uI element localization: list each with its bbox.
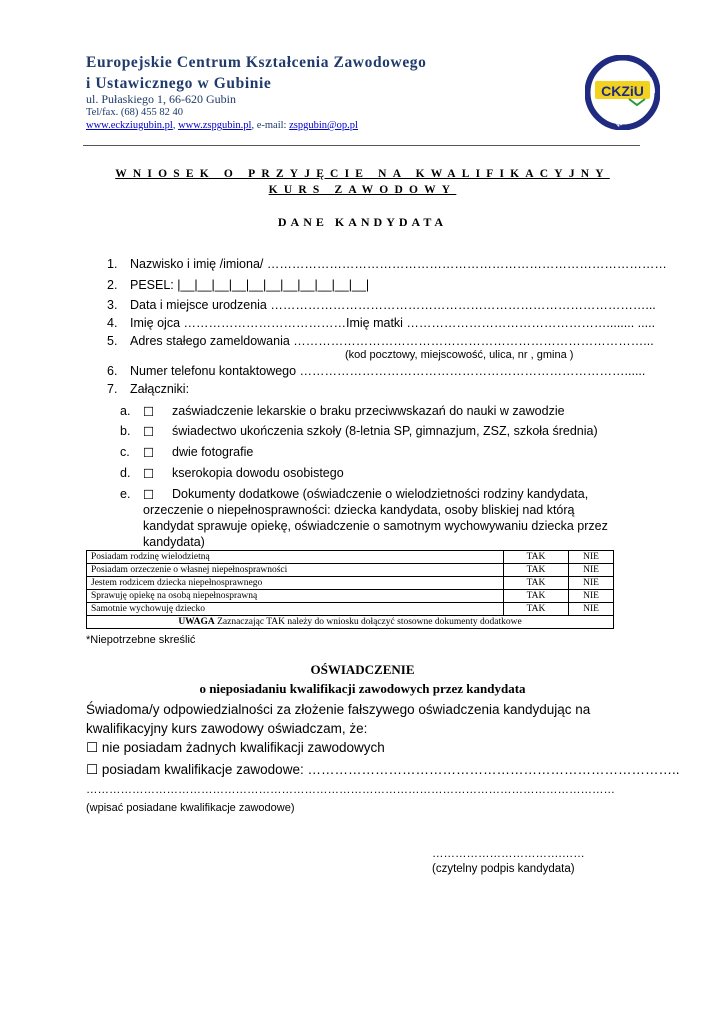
attachment-text: świadectwo ukończenia szkoły (8-letnia SP, gimnazjum, ZSZ, szkoła średnia) bbox=[172, 424, 598, 438]
field-num: 5. bbox=[107, 334, 118, 348]
table-note bbox=[87, 616, 614, 629]
checkbox-icon[interactable]: ☐ bbox=[143, 488, 155, 502]
no-option[interactable]: NIE bbox=[569, 577, 614, 590]
attachment-letter: e. bbox=[120, 487, 131, 501]
yes-option[interactable]: TAK bbox=[504, 551, 569, 564]
declaration-title: OŚWIADCZENIE bbox=[310, 662, 415, 677]
attachment-text: kserokopia dowodu osobistego bbox=[172, 466, 344, 480]
attachment-text-line2: orzeczenie o niepełnosprawności: dziecka kandydata, osoby bliskiej nad którą bbox=[143, 503, 575, 517]
yes-option[interactable]: TAK bbox=[504, 603, 569, 616]
table-row bbox=[87, 577, 614, 590]
email-link[interactable]: zspgubin@op.pl bbox=[289, 120, 358, 131]
yes-option[interactable]: TAK bbox=[504, 564, 569, 577]
header-divider bbox=[83, 145, 640, 146]
declaration-line2: kwalifikacyjny kurs zawodowy oświadczam, że: bbox=[86, 721, 368, 736]
phone-line: Tel/fax. (68) 455 82 40 bbox=[86, 107, 183, 118]
section-title bbox=[0, 215, 725, 230]
field-num: 7. bbox=[107, 382, 118, 396]
note-text: Zaznaczając TAK należy do wniosku dołączyć stosowne dokumenty dodatkowe bbox=[214, 617, 522, 627]
checkbox-icon[interactable]: ☐ bbox=[143, 446, 155, 460]
field-num: 2. bbox=[107, 278, 118, 292]
logo-graphic bbox=[585, 55, 660, 130]
school-logo bbox=[585, 55, 660, 130]
institution-name-line1: Europejskie Centrum Kształcenia Zawodowego bbox=[86, 54, 427, 71]
qualifications-dots-line[interactable]: ………………………………………………………………………………………………………………………… bbox=[86, 784, 615, 796]
table-note-row bbox=[87, 616, 614, 629]
field-pesel-label: PESEL: |__|__|__|__|__|__|__|__|__|__|__| bbox=[130, 278, 370, 292]
contact-block bbox=[86, 93, 358, 132]
option-no-qualifications[interactable]: ☐ nie posiadam żadnych kwalifikacji zawodowych bbox=[86, 740, 385, 755]
no-option[interactable]: NIE bbox=[569, 564, 614, 577]
form-title-text2: KURS ZAWODOWY bbox=[268, 184, 457, 196]
field-birth-label: Data i miejsce urodzenia ………………………………………………………………………………... bbox=[130, 298, 656, 312]
address-line: ul. Pułaskiego 1, 66-620 Gubin bbox=[86, 92, 236, 106]
attachment-letter: a. bbox=[120, 404, 131, 418]
additional-criteria-table bbox=[86, 550, 614, 629]
logo-subtext: W GUBINIE bbox=[615, 106, 650, 129]
table-row bbox=[87, 564, 614, 577]
field-num: 4. bbox=[107, 316, 118, 330]
website-link-2[interactable]: www.zspgubin.pl bbox=[178, 120, 252, 131]
web-email-line bbox=[86, 119, 358, 132]
attachment-text: Dokumenty dodatkowe (oświadczenie o wielodzietności rodziny kandydata, bbox=[172, 487, 589, 501]
no-option[interactable]: NIE bbox=[569, 551, 614, 564]
table-row bbox=[87, 590, 614, 603]
attachment-letter: d. bbox=[120, 466, 131, 480]
signature-label: (czytelny podpis kandydata) bbox=[432, 863, 575, 875]
attachment-letter: b. bbox=[120, 424, 131, 438]
website-link-1[interactable]: www.eckziugubin.pl bbox=[86, 120, 173, 131]
signature-dots[interactable]: …………………………….…… bbox=[432, 848, 585, 860]
footnote: *Niepotrzebne skreślić bbox=[86, 634, 196, 646]
criteria-label: Jestem rodzicem dziecka niepełnosprawnego bbox=[87, 577, 504, 590]
institution-name bbox=[86, 52, 427, 94]
form-title-text1: WNIOSEK O PRZYJĘCIE NA KWALIFIKACYJNY bbox=[115, 168, 610, 180]
attachment-text: zaświadczenie lekarskie o braku przeciwwskazań do nauki w zawodzie bbox=[172, 404, 565, 418]
institution-name-line2: i Ustawicznego w Gubinie bbox=[86, 75, 272, 92]
address-hint: (kod pocztowy, miejscowość, ulica, nr , gmina ) bbox=[345, 349, 574, 361]
table-row bbox=[87, 551, 614, 564]
yes-option[interactable]: TAK bbox=[504, 577, 569, 590]
form-title-line2 bbox=[0, 184, 725, 196]
option-has-qualifications[interactable]: ☐ posiadam kwalifikacje zawodowe: ……………………………………………………………………….. bbox=[86, 762, 680, 777]
checkbox-icon[interactable]: ☐ bbox=[143, 467, 155, 481]
section-title-text: DANE KANDYDATA bbox=[277, 215, 448, 229]
checkbox-icon[interactable]: ☐ bbox=[143, 425, 155, 439]
form-title-line1 bbox=[0, 168, 725, 180]
attachment-text-line3: kandydat sprawuje opiekę, oświadczenie o samotnym wychowywaniu dziecka przez bbox=[143, 519, 608, 533]
no-option[interactable]: NIE bbox=[569, 590, 614, 603]
criteria-label: Posiadam orzeczenie o własnej niepełnosprawności bbox=[87, 564, 504, 577]
checkbox-icon[interactable]: ☐ bbox=[143, 405, 155, 419]
table-row bbox=[87, 603, 614, 616]
field-parents-label: Imię ojca …………………………………Imię matki …………………………………………........ ..... bbox=[130, 316, 656, 330]
field-address-label: Adres stałego zameldowania …………………………………………………………………………... bbox=[130, 334, 654, 348]
field-phone-label: Numer telefonu kontaktowego ……………………………………………………………………...... bbox=[130, 364, 646, 378]
field-name-label: Nazwisko i imię /imiona/ …………………………………………………………………………………… bbox=[130, 257, 667, 271]
logo-text: CKZiU bbox=[601, 83, 644, 99]
comma-sep: , bbox=[172, 120, 179, 131]
criteria-label: Sprawuję opiekę na osobą niepełnosprawną bbox=[87, 590, 504, 603]
attachments-label: Załączniki: bbox=[130, 382, 190, 396]
attachment-text-line4: kandydata) bbox=[143, 535, 205, 549]
no-option[interactable]: NIE bbox=[569, 603, 614, 616]
note-bold: UWAGA bbox=[178, 617, 215, 627]
qualifications-hint: (wpisać posiadane kwalifikacje zawodowe) bbox=[86, 802, 295, 814]
email-label: , e-mail: bbox=[251, 120, 290, 131]
attachment-letter: c. bbox=[120, 445, 130, 459]
yes-option[interactable]: TAK bbox=[504, 590, 569, 603]
attachment-text: dwie fotografie bbox=[172, 445, 254, 459]
field-num: 6. bbox=[107, 364, 118, 378]
criteria-label: Posiadam rodzinę wielodzietną bbox=[87, 551, 504, 564]
field-num: 1. bbox=[107, 257, 118, 271]
criteria-label: Samotnie wychowuję dziecko bbox=[87, 603, 504, 616]
declaration-subtitle: o nieposiadaniu kwalifikacji zawodowych przez kandydata bbox=[199, 681, 526, 696]
declaration-line1: Świadoma/y odpowiedzialności za złożenie fałszywego oświadczenia kandydując na bbox=[86, 702, 591, 717]
field-num: 3. bbox=[107, 298, 118, 312]
